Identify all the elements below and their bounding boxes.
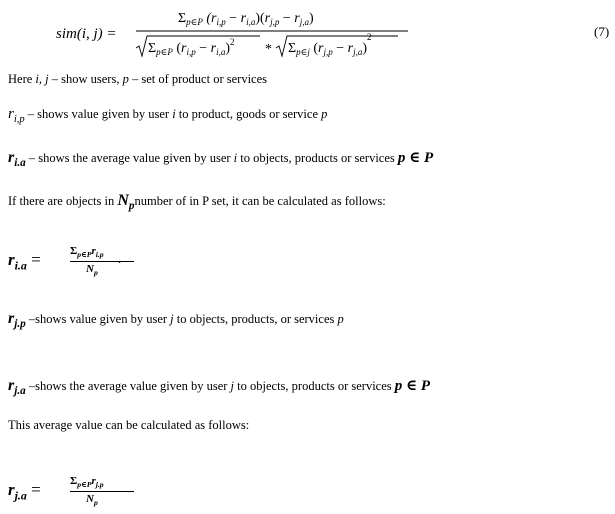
paragraph-rja-definition [8,376,431,398]
formula-ria-lhs: $r_{i.a}$ = [8,250,41,273]
p6-text2: to objects, products or services [237,379,392,393]
symbol-r-ia: $r_{i.a}$ [8,149,26,170]
p1-mid: – show users, [51,72,120,86]
p5-p: p [337,312,344,326]
p1-p: p [122,72,129,86]
formula-rja-numerator: $\Sigma_{p\in P}r_{j.p}$ [70,475,104,490]
p4-text: If there are objects in [8,194,115,208]
formula-7-denominator-1: $\Sigma_{p\in P}$ $(r_{i,p} - r_{i,a})^2$ [148,37,235,57]
paragraph-np-definition [8,192,386,213]
p2-i: i [172,107,176,121]
p2-p: p [321,107,328,121]
paragraph-users-definition [8,72,267,87]
p3-text2: to objects, products or services [240,151,395,165]
p5-text2: to objects, products, or services [176,312,335,326]
p1-prefix: Here [8,72,33,86]
p3-i: i [233,151,238,165]
p5-text: –shows value given by user [28,312,168,326]
symbol-r-jp: $r_{j.p}$ [8,310,26,331]
p4-text2: number of in P set, it can be calculated as follows: [134,194,386,208]
formula-rja-lhs: $r_{j.a}$ = [8,480,41,503]
p2-text: – shows value given by user [27,107,170,121]
equation-number: (7) [594,24,610,39]
p1-suffix: – set of product or services [131,72,267,86]
p6-j: j [230,379,235,393]
formula-7-denominator-2: $\Sigma_{p\in j}$ $(r_{j,p} - r_{j,a})^2$ [288,32,372,57]
formula-7-svg [0,0,615,62]
paragraph-rip-definition [8,106,327,123]
paragraph-rjp-definition [8,310,344,331]
paragraph-ria-definition [8,148,434,170]
p1-vars: i, j [35,72,49,86]
p5-j: j [170,312,174,326]
formula-ria-numerator: $\Sigma_{p\in P}r_{i.p}$ [70,245,104,260]
p6-set: p ∈ P [394,378,431,394]
symbol-n-p: $N_p$ [117,192,135,213]
formula-7-numerator: $\Sigma_{p\in P}$ $(r_{i,p} - r_{i,a})(r_{j,p} - r_{j,a})$ [178,11,314,27]
p3-set: p ∈ P [397,150,434,166]
p3-text: – shows the average value given by user [28,151,231,165]
paragraph-average-intro: This average value can be calculated as follows: [8,418,250,432]
p6-text: –shows the average value given by user [28,379,228,393]
formula-rja-fraction-line [70,491,134,492]
formula-ria-denominator: $N_p$ [86,263,98,278]
formula-rja-denominator: $N_p$ [86,493,98,508]
formula-7-times: * [265,42,272,57]
formula-7-lhs: sim(i, j) = [56,26,117,42]
symbol-r-ip: $r_{i,p}$ [8,106,25,125]
p2-text2: to product, goods or service [178,107,318,121]
formula-ria-fraction-line [70,261,134,262]
formula-ria-trailing: . [118,252,122,266]
symbol-r-ja: $r_{j.a}$ [8,377,26,398]
